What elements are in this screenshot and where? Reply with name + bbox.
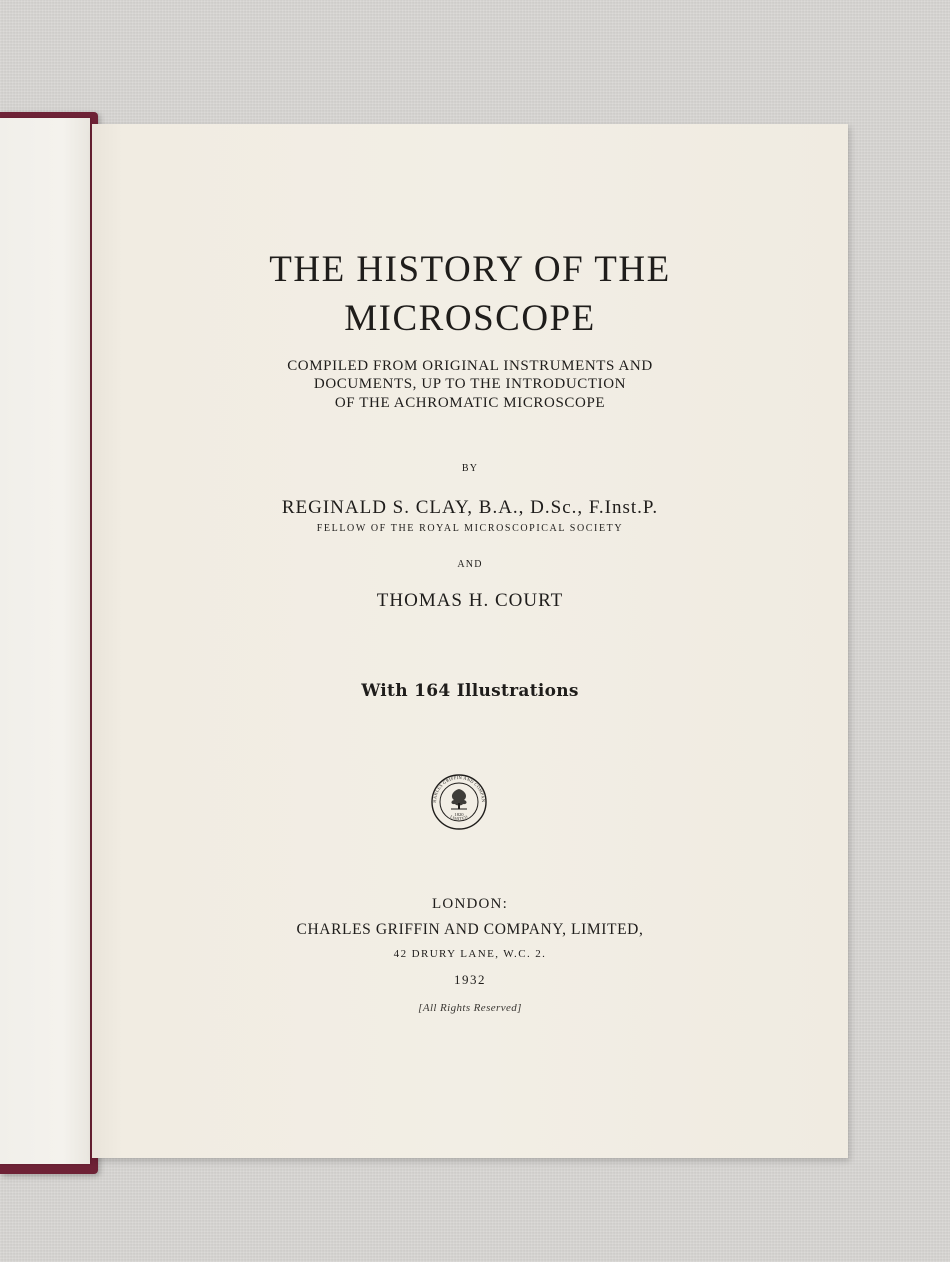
- title-page: [92, 124, 848, 1158]
- publisher-city: LONDON:: [432, 896, 508, 912]
- author-2: THOMAS H. COURT: [376, 590, 564, 611]
- seal-bottom-text: LIMITED: [449, 813, 469, 822]
- author-1-affiliation: FELLOW OF THE ROYAL MICROSCOPICAL SOCIETY: [316, 523, 624, 534]
- subtitle-line-2: DOCUMENTS, UP TO THE INTRODUCTION: [313, 376, 627, 392]
- publisher-name: CHARLES GRIFFIN AND COMPANY, LIMITED,: [296, 921, 644, 938]
- flyleaf-page: [0, 118, 90, 1164]
- and-label: AND: [457, 559, 483, 570]
- title-line-1: THE HISTORY OF THE: [269, 249, 671, 290]
- publisher-address: 42 DRURY LANE, W.C. 2.: [393, 948, 547, 960]
- publication-year: 1932: [454, 972, 486, 987]
- subtitle-line-3: OF THE ACHROMATIC MICROSCOPE: [334, 395, 606, 411]
- publisher-seal-icon: [430, 773, 488, 831]
- by-label: BY: [461, 463, 479, 474]
- seal-year: 1820: [454, 812, 464, 817]
- title-line-2: MICROSCOPE: [344, 298, 596, 339]
- author-1: REGINALD S. CLAY, B.A., D.Sc., F.Inst.P.: [281, 497, 659, 518]
- illustrations-note: With 164 Illustrations: [361, 681, 579, 701]
- subtitle-line-1: COMPILED FROM ORIGINAL INSTRUMENTS AND: [287, 358, 653, 374]
- seal-ring-text: HARLES GRIFFIN AND COMPAN: [431, 774, 487, 803]
- rights-notice: [All Rights Reserved]: [418, 1002, 522, 1014]
